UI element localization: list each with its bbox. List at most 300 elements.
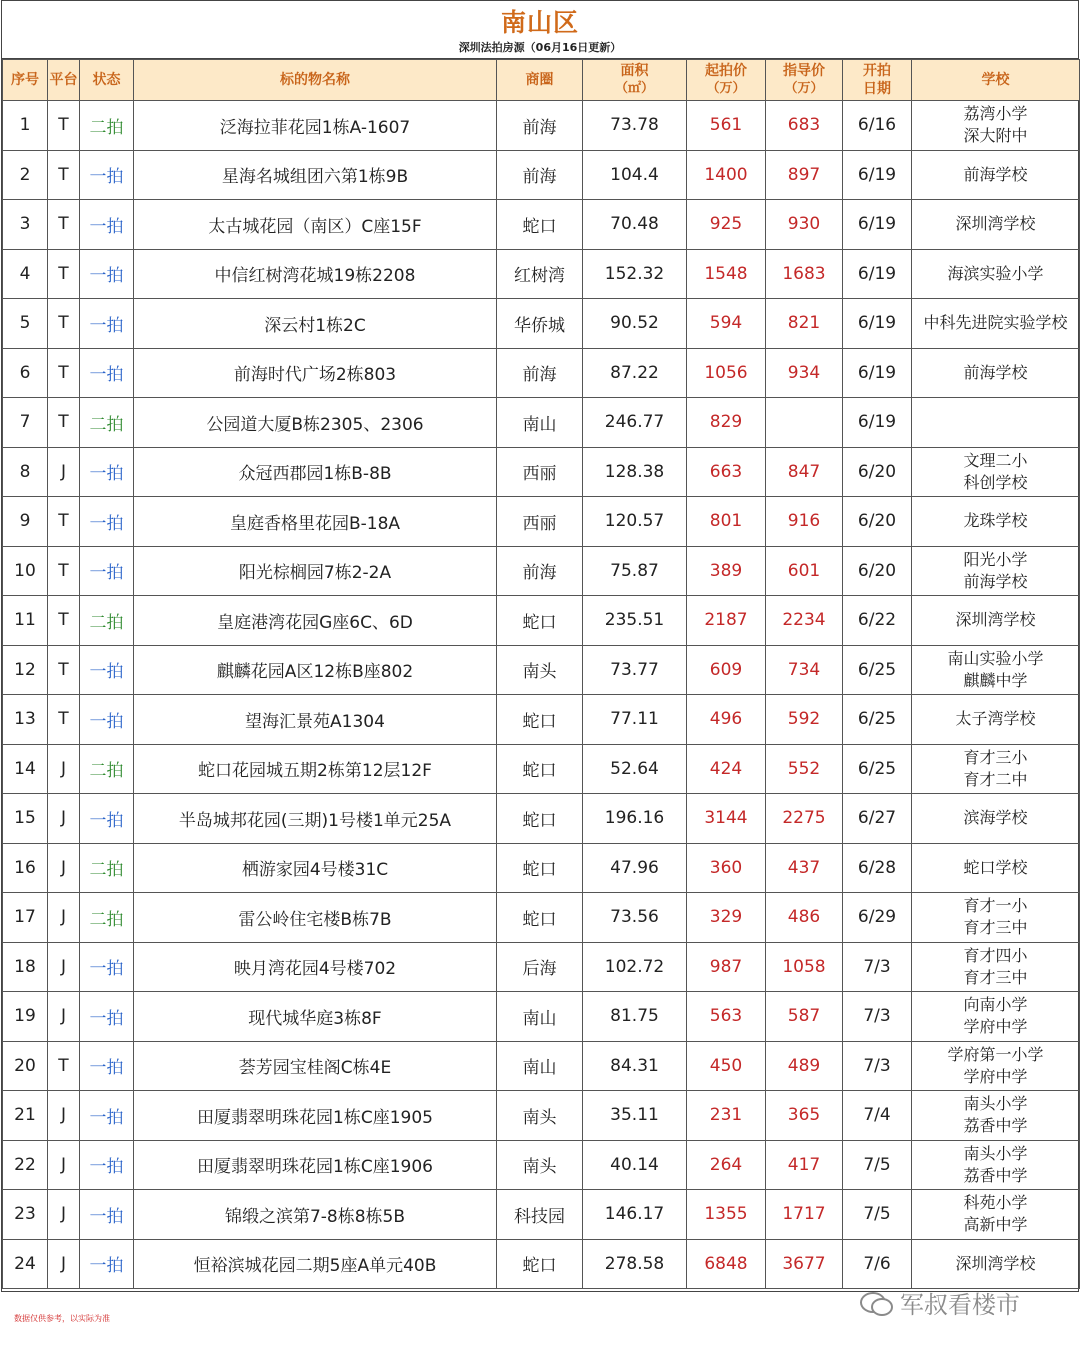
- row-date: 7/4: [843, 1091, 912, 1141]
- row-index: 8: [3, 447, 48, 497]
- row-index: 9: [3, 497, 48, 547]
- row-guide-price: 1717: [766, 1190, 843, 1240]
- row-guide-price: 3677: [766, 1239, 843, 1289]
- row-platform: T: [48, 150, 80, 200]
- row-guide-price: 683: [766, 101, 843, 151]
- row-date: 6/19: [843, 299, 912, 349]
- header-index: 序号: [3, 60, 48, 101]
- row-area: 35.11: [583, 1091, 687, 1141]
- row-platform: J: [48, 1140, 80, 1190]
- row-date: 6/25: [843, 695, 912, 745]
- row-start-price: 1355: [687, 1190, 766, 1240]
- row-district: 蛇口: [497, 893, 583, 943]
- header-status: 状态: [80, 60, 134, 101]
- row-index: 10: [3, 546, 48, 596]
- header-school: 学校: [912, 60, 1080, 101]
- row-date: 6/19: [843, 200, 912, 250]
- row-date: 6/28: [843, 843, 912, 893]
- row-school: [912, 249, 1080, 299]
- school-name: 麒麟中学: [963, 670, 1028, 690]
- row-platform: J: [48, 744, 80, 794]
- row-index: 17: [3, 893, 48, 943]
- row-start-price: 424: [687, 744, 766, 794]
- row-start-price: 987: [687, 942, 766, 992]
- header-start-price-unit: （万）: [706, 81, 746, 96]
- row-platform: T: [48, 348, 80, 398]
- row-school: [912, 794, 1080, 844]
- school-name: 向南小学: [963, 995, 1028, 1015]
- row-status: 二拍: [80, 596, 134, 646]
- row-name: 深云村1栋2C: [134, 299, 497, 349]
- row-area: 73.78: [583, 101, 687, 151]
- row-school: [912, 992, 1080, 1042]
- row-platform: J: [48, 893, 80, 943]
- row-start-price: 2187: [687, 596, 766, 646]
- table-row: [3, 249, 1080, 299]
- row-district: 科技园: [497, 1190, 583, 1240]
- row-guide-price: 601: [766, 546, 843, 596]
- row-date: 6/20: [843, 447, 912, 497]
- row-district: 西丽: [497, 447, 583, 497]
- row-name: 荟芳园宝桂阁C栋4E: [134, 1041, 497, 1091]
- school-name: 文理二小: [963, 450, 1028, 470]
- row-index: 20: [3, 1041, 48, 1091]
- row-status: 一拍: [80, 1190, 134, 1240]
- row-area: 84.31: [583, 1041, 687, 1091]
- row-guide-price: 486: [766, 893, 843, 943]
- row-name: 泛海拉菲花园1栋A-1607: [134, 101, 497, 151]
- table-row: [3, 744, 1080, 794]
- row-status: 二拍: [80, 744, 134, 794]
- row-start-price: 663: [687, 447, 766, 497]
- row-area: 52.64: [583, 744, 687, 794]
- row-guide-price: 930: [766, 200, 843, 250]
- row-date: 6/19: [843, 398, 912, 448]
- row-name: 现代城华庭3栋8F: [134, 992, 497, 1042]
- row-guide-price: 489: [766, 1041, 843, 1091]
- row-area: 87.22: [583, 348, 687, 398]
- row-date: 6/20: [843, 546, 912, 596]
- row-start-price: 231: [687, 1091, 766, 1141]
- school-name: 育才三中: [963, 967, 1028, 987]
- row-area: 77.11: [583, 695, 687, 745]
- school-name: 龙珠学校: [963, 511, 1028, 531]
- row-district: 南山: [497, 992, 583, 1042]
- row-index: 18: [3, 942, 48, 992]
- school-name: 科苑小学: [963, 1193, 1028, 1213]
- row-status: 一拍: [80, 794, 134, 844]
- row-area: 73.77: [583, 645, 687, 695]
- row-date: 7/6: [843, 1239, 912, 1289]
- row-school: [912, 942, 1080, 992]
- table-row: [3, 398, 1080, 448]
- row-name: 皇庭港湾花园G座6C、6D: [134, 596, 497, 646]
- school-name: 南山实验小学: [947, 648, 1044, 668]
- row-guide-price: [766, 398, 843, 448]
- row-platform: T: [48, 200, 80, 250]
- table-row: [3, 546, 1080, 596]
- table-row: [3, 843, 1080, 893]
- header-start-price-label: 起拍价: [705, 63, 747, 79]
- row-school: [912, 497, 1080, 547]
- row-area: 278.58: [583, 1239, 687, 1289]
- row-platform: T: [48, 645, 80, 695]
- row-school: [912, 447, 1080, 497]
- listing-sheet: [1, 0, 1079, 1292]
- header-area-unit: （㎡）: [614, 81, 654, 96]
- school-name: 前海学校: [963, 571, 1028, 591]
- row-district: 前海: [497, 150, 583, 200]
- school-name: 南头小学: [963, 1143, 1028, 1163]
- row-area: 146.17: [583, 1190, 687, 1240]
- row-district: 华侨城: [497, 299, 583, 349]
- row-name: 田厦翡翠明珠花园1栋C座1905: [134, 1091, 497, 1141]
- school-name: 中科先进院实验学校: [923, 313, 1068, 333]
- watermark: [860, 1284, 1020, 1320]
- row-date: 6/27: [843, 794, 912, 844]
- row-status: 一拍: [80, 1239, 134, 1289]
- row-date: 6/19: [843, 150, 912, 200]
- school-name: 育才二中: [963, 769, 1028, 789]
- row-school: [912, 1140, 1080, 1190]
- row-area: 152.32: [583, 249, 687, 299]
- row-guide-price: 916: [766, 497, 843, 547]
- row-name: 中信红树湾花城19栋2208: [134, 249, 497, 299]
- row-name: 麒麟花园A区12栋B座802: [134, 645, 497, 695]
- row-index: 19: [3, 992, 48, 1042]
- row-platform: J: [48, 992, 80, 1042]
- row-date: 7/3: [843, 992, 912, 1042]
- row-status: 一拍: [80, 200, 134, 250]
- row-start-price: 801: [687, 497, 766, 547]
- row-school: [912, 101, 1080, 151]
- header-area-label: 面积: [620, 63, 649, 79]
- row-district: 南头: [497, 1091, 583, 1141]
- header-guide-price: [766, 60, 843, 101]
- row-area: 120.57: [583, 497, 687, 547]
- table-header-row: [3, 60, 1080, 101]
- school-name: 育才四小: [963, 945, 1028, 965]
- row-guide-price: 365: [766, 1091, 843, 1141]
- row-school: [912, 1091, 1080, 1141]
- row-school: [912, 398, 1080, 448]
- row-guide-price: 847: [766, 447, 843, 497]
- row-guide-price: 587: [766, 992, 843, 1042]
- row-school: [912, 299, 1080, 349]
- row-district: 蛇口: [497, 596, 583, 646]
- table-row: [3, 596, 1080, 646]
- row-index: 1: [3, 101, 48, 151]
- watermark-text: 军叔看楼市: [900, 1290, 1020, 1319]
- table-row: [3, 695, 1080, 745]
- row-district: 前海: [497, 101, 583, 151]
- page-subtitle: 深圳法拍房源（06月16日更新）: [458, 41, 622, 54]
- table-row: [3, 497, 1080, 547]
- table-row: [3, 1140, 1080, 1190]
- header-area: [583, 60, 687, 101]
- row-area: 102.72: [583, 942, 687, 992]
- row-school: [912, 744, 1080, 794]
- school-name: 高新中学: [963, 1215, 1028, 1235]
- table-row: [3, 1041, 1080, 1091]
- row-district: 蛇口: [497, 695, 583, 745]
- row-status: 一拍: [80, 150, 134, 200]
- row-name: 太古城花园（南区）C座15F: [134, 200, 497, 250]
- row-area: 104.4: [583, 150, 687, 200]
- row-date: 7/3: [843, 942, 912, 992]
- row-name: 公园道大厦B栋2305、2306: [134, 398, 497, 448]
- row-name: 望海汇景苑A1304: [134, 695, 497, 745]
- row-district: 蛇口: [497, 843, 583, 893]
- row-guide-price: 934: [766, 348, 843, 398]
- row-guide-price: 2234: [766, 596, 843, 646]
- row-date: 6/19: [843, 249, 912, 299]
- row-name: 星海名城组团六第1栋9B: [134, 150, 497, 200]
- row-name: 众冠西郡园1栋B-8B: [134, 447, 497, 497]
- row-status: 二拍: [80, 843, 134, 893]
- row-name: 映月湾花园4号楼702: [134, 942, 497, 992]
- table-row: [3, 992, 1080, 1042]
- table-row: [3, 645, 1080, 695]
- row-district: 南山: [497, 1041, 583, 1091]
- table-row: [3, 101, 1080, 151]
- row-guide-price: 437: [766, 843, 843, 893]
- row-area: 246.77: [583, 398, 687, 448]
- row-platform: J: [48, 794, 80, 844]
- row-area: 196.16: [583, 794, 687, 844]
- row-district: 西丽: [497, 497, 583, 547]
- header-guide-price-unit: （万）: [784, 81, 824, 96]
- row-date: 7/5: [843, 1140, 912, 1190]
- row-start-price: 6848: [687, 1239, 766, 1289]
- row-guide-price: 897: [766, 150, 843, 200]
- row-index: 13: [3, 695, 48, 745]
- row-district: 蛇口: [497, 1239, 583, 1289]
- school-name: 深圳湾学校: [955, 214, 1036, 234]
- row-platform: T: [48, 299, 80, 349]
- school-name: 荔香中学: [963, 1116, 1028, 1136]
- row-start-price: 360: [687, 843, 766, 893]
- title-block: [2, 1, 1078, 59]
- row-school: [912, 1190, 1080, 1240]
- page-title: 南山区: [500, 8, 579, 37]
- row-guide-price: 592: [766, 695, 843, 745]
- row-start-price: 264: [687, 1140, 766, 1190]
- row-index: 2: [3, 150, 48, 200]
- table-row: [3, 348, 1080, 398]
- header-guide-price-label: 指导价: [783, 63, 825, 79]
- row-start-price: 496: [687, 695, 766, 745]
- row-school: [912, 843, 1080, 893]
- listing-table: [2, 59, 1080, 1289]
- row-start-price: 609: [687, 645, 766, 695]
- row-status: 一拍: [80, 1091, 134, 1141]
- school-name: 育才一小: [963, 896, 1028, 916]
- school-name: 太子湾学校: [955, 709, 1036, 729]
- row-platform: J: [48, 1190, 80, 1240]
- school-name: 滨海学校: [963, 808, 1028, 828]
- row-area: 235.51: [583, 596, 687, 646]
- row-status: 一拍: [80, 1041, 134, 1091]
- row-guide-price: 1058: [766, 942, 843, 992]
- table-row: [3, 1239, 1080, 1289]
- school-name: 深圳湾学校: [955, 610, 1036, 630]
- table-row: [3, 1190, 1080, 1240]
- row-name: 皇庭香格里花园B-18A: [134, 497, 497, 547]
- row-status: 一拍: [80, 695, 134, 745]
- row-platform: T: [48, 398, 80, 448]
- row-status: 一拍: [80, 249, 134, 299]
- row-school: [912, 200, 1080, 250]
- row-district: 蛇口: [497, 200, 583, 250]
- row-start-price: 1056: [687, 348, 766, 398]
- row-area: 73.56: [583, 893, 687, 943]
- row-platform: J: [48, 942, 80, 992]
- row-guide-price: 734: [766, 645, 843, 695]
- row-district: 南山: [497, 398, 583, 448]
- row-status: 一拍: [80, 447, 134, 497]
- row-index: 11: [3, 596, 48, 646]
- row-date: 6/29: [843, 893, 912, 943]
- header-date-line1: 开拍: [863, 63, 891, 79]
- header-platform: 平台: [48, 60, 80, 101]
- row-school: [912, 1041, 1080, 1091]
- row-index: 5: [3, 299, 48, 349]
- row-start-price: 563: [687, 992, 766, 1042]
- row-platform: J: [48, 1091, 80, 1141]
- school-name: 深圳湾学校: [955, 1253, 1036, 1273]
- row-index: 7: [3, 398, 48, 448]
- row-name: 栖游家园4号楼31C: [134, 843, 497, 893]
- row-status: 一拍: [80, 348, 134, 398]
- table-row: [3, 447, 1080, 497]
- row-index: 3: [3, 200, 48, 250]
- row-index: 6: [3, 348, 48, 398]
- row-name: 锦缎之滨第7-8栋8栋5B: [134, 1190, 497, 1240]
- table-row: [3, 299, 1080, 349]
- table-row: [3, 200, 1080, 250]
- header-district: 商圈: [497, 60, 583, 101]
- row-start-price: 329: [687, 893, 766, 943]
- row-area: 47.96: [583, 843, 687, 893]
- row-start-price: 3144: [687, 794, 766, 844]
- school-name: 学府中学: [963, 1066, 1028, 1086]
- school-name: 科创学校: [963, 472, 1028, 492]
- row-index: 24: [3, 1239, 48, 1289]
- row-platform: J: [48, 1239, 80, 1289]
- row-index: 23: [3, 1190, 48, 1240]
- row-index: 4: [3, 249, 48, 299]
- row-platform: T: [48, 101, 80, 151]
- wechat-icon: [860, 1289, 892, 1315]
- row-platform: T: [48, 596, 80, 646]
- row-district: 前海: [497, 546, 583, 596]
- row-date: 6/20: [843, 497, 912, 547]
- row-status: 一拍: [80, 546, 134, 596]
- table-body: [3, 101, 1080, 1289]
- school-name: 学府第一小学: [947, 1044, 1044, 1064]
- row-date: 6/22: [843, 596, 912, 646]
- row-platform: T: [48, 546, 80, 596]
- row-name: 恒裕滨城花园二期5座A单元40B: [134, 1239, 497, 1289]
- row-start-price: 450: [687, 1041, 766, 1091]
- row-index: 14: [3, 744, 48, 794]
- row-name: 半岛城邦花园(三期)1号楼1单元25A: [134, 794, 497, 844]
- row-guide-price: 417: [766, 1140, 843, 1190]
- row-area: 90.52: [583, 299, 687, 349]
- table-row: [3, 794, 1080, 844]
- row-status: 一拍: [80, 497, 134, 547]
- row-school: [912, 150, 1080, 200]
- row-start-price: 925: [687, 200, 766, 250]
- row-start-price: 1548: [687, 249, 766, 299]
- row-guide-price: 552: [766, 744, 843, 794]
- header-date-line2: 日期: [863, 81, 891, 97]
- school-name: 蛇口学校: [963, 857, 1028, 877]
- row-school: [912, 1239, 1080, 1289]
- row-platform: J: [48, 447, 80, 497]
- row-date: 7/3: [843, 1041, 912, 1091]
- row-status: 一拍: [80, 942, 134, 992]
- row-guide-price: 1683: [766, 249, 843, 299]
- row-district: 红树湾: [497, 249, 583, 299]
- row-platform: T: [48, 695, 80, 745]
- row-status: 一拍: [80, 992, 134, 1042]
- row-platform: J: [48, 843, 80, 893]
- table-row: [3, 150, 1080, 200]
- row-start-price: 594: [687, 299, 766, 349]
- row-status: 二拍: [80, 893, 134, 943]
- header-date: [843, 60, 912, 101]
- row-date: 6/19: [843, 348, 912, 398]
- row-district: 南头: [497, 1140, 583, 1190]
- footnote: 数据仅供参考，以实际为准: [14, 1314, 110, 1323]
- school-name: 南头小学: [963, 1094, 1028, 1114]
- row-school: [912, 546, 1080, 596]
- row-date: 6/25: [843, 744, 912, 794]
- row-district: 蛇口: [497, 744, 583, 794]
- header-name: 标的物名称: [134, 60, 497, 101]
- row-area: 81.75: [583, 992, 687, 1042]
- row-status: 二拍: [80, 398, 134, 448]
- row-date: 7/5: [843, 1190, 912, 1240]
- row-platform: T: [48, 1041, 80, 1091]
- row-index: 12: [3, 645, 48, 695]
- row-guide-price: 2275: [766, 794, 843, 844]
- row-district: 南头: [497, 645, 583, 695]
- row-index: 16: [3, 843, 48, 893]
- school-name: 前海学校: [963, 362, 1028, 382]
- school-name: 深大附中: [963, 126, 1028, 146]
- row-name: 蛇口花园城五期2栋第12层12F: [134, 744, 497, 794]
- table-row: [3, 942, 1080, 992]
- row-name: 雷公岭住宅楼B栋7B: [134, 893, 497, 943]
- row-school: [912, 695, 1080, 745]
- row-start-price: 561: [687, 101, 766, 151]
- row-date: 6/16: [843, 101, 912, 151]
- row-school: [912, 596, 1080, 646]
- table-row: [3, 1091, 1080, 1141]
- row-name: 前海时代广场2栋803: [134, 348, 497, 398]
- row-date: 6/25: [843, 645, 912, 695]
- row-name: 田厦翡翠明珠花园1栋C座1906: [134, 1140, 497, 1190]
- row-school: [912, 645, 1080, 695]
- row-school: [912, 893, 1080, 943]
- row-area: 70.48: [583, 200, 687, 250]
- row-area: 75.87: [583, 546, 687, 596]
- school-name: 学府中学: [963, 1017, 1028, 1037]
- row-district: 前海: [497, 348, 583, 398]
